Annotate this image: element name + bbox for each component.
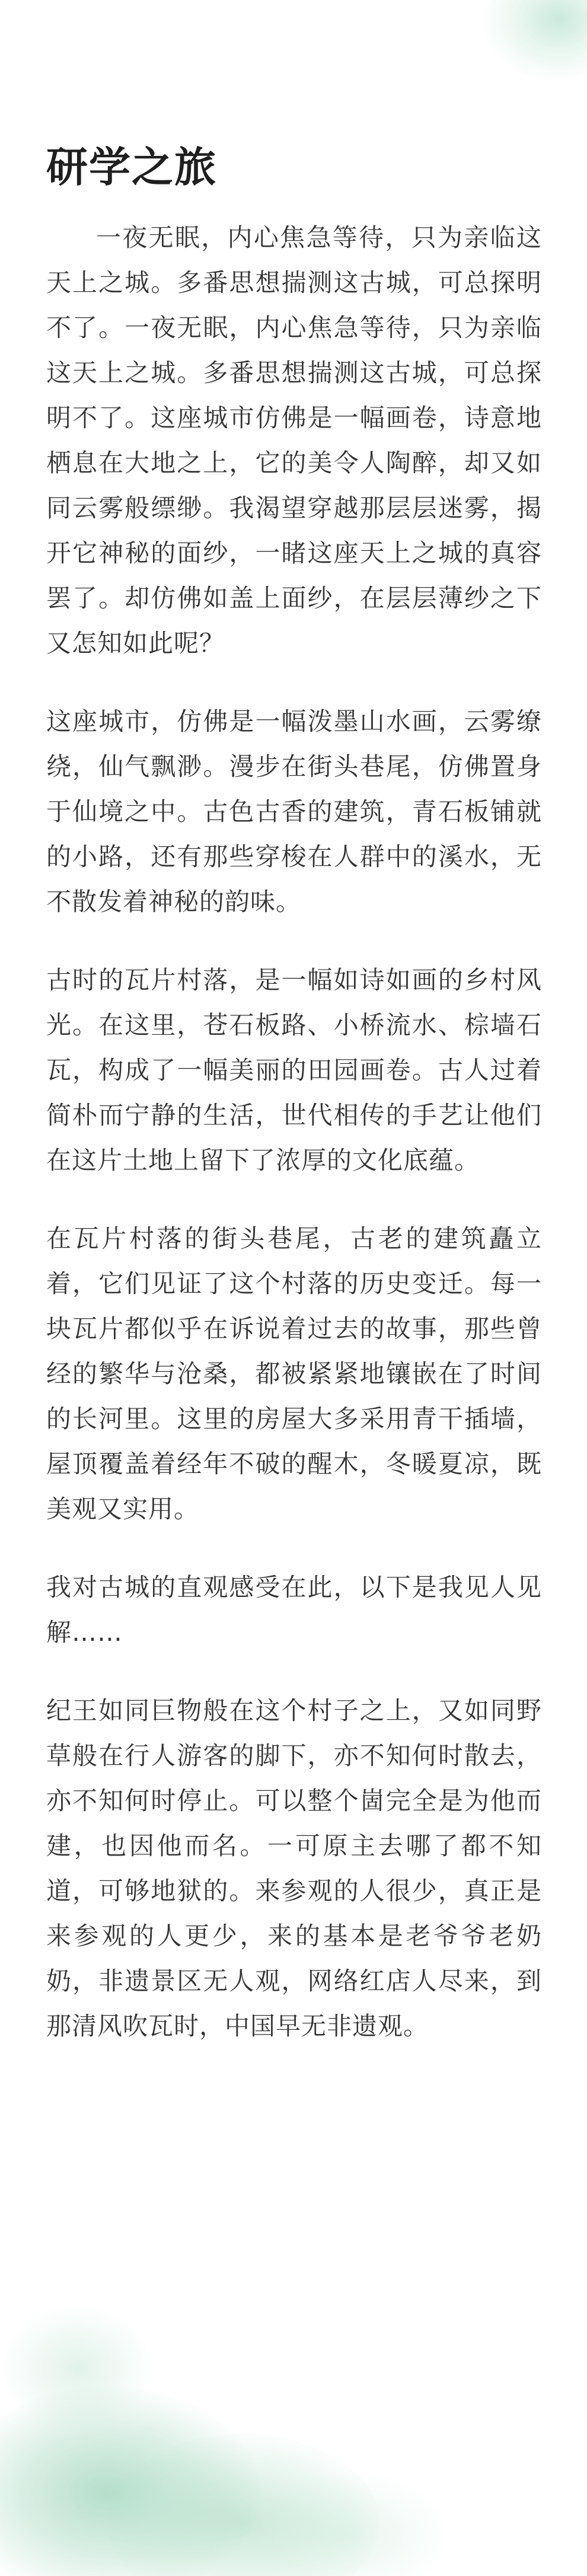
article [46, 145, 542, 2082]
article-paragraph: 在瓦片村落的街头巷尾，古老的建筑矗立着，它们见证了这个村落的历史变迁。每一块瓦片都似乎在诉说着过去的故事，那些曾经的繁华与沧桑，都被紧紧地镶嵌在了时间的长河里。这里的房屋大多采用青干插墙，屋顶覆盖着经年不破的醒木，冬暖夏凉，既美观又实用。 [46, 1224, 542, 1523]
article-paragraph: 纪王如同巨物般在这个村子之上，又如同野草般在行人游客的脚下，亦不知何时散去，亦不知何时停止。可以整个崮完全是为他而建，也因他而名。一可原主去哪了都不知道，可够地狱的。来参观的人很少，真正是来参观的人更少，来的基本是老爷爷老奶奶，非遗景区无人观，网络红店人尽来，到那清风吹瓦时，中国早无非遗观。 [46, 1696, 542, 2041]
article-paragraph: 我对古城的直观感受在此，以下是我见人见解…… [46, 1573, 542, 1647]
article-paragraph: 一夜无眠，内心焦急等待，只为亲临这天上之城。多番思想揣测这古城，可总探明不了。一夜无眠，内心焦急等待，只为亲临这天上之城。多番思想揣测这古城，可总探明不了。这座城市仿佛是一幅画卷，诗意地栖息在大地之上，它的美令人陶醉，却又如同云雾般缥缈。我渴望穿越那层层迷雾，揭开它神秘的面纱，一睹这座天上之城的真容罢了。却仿佛如盖上面纱，在层层薄纱之下又怎知如此呢？ [46, 223, 542, 658]
watercolor-decoration-bottom [0, 2268, 587, 2576]
watercolor-decoration-top [480, 0, 587, 83]
article-paragraph: 这座城市，仿佛是一幅泼墨山水画，云雾缭绕，仙气飘渺。漫步在街头巷尾，仿佛置身于仙境之中。古色古香的建筑，青石板铺就的小路，还有那些穿梭在人群中的溪水，无不散发着神秘的韵味。 [46, 707, 542, 916]
article-title: 研学之旅 [46, 143, 217, 192]
article-paragraph: 古时的瓦片村落，是一幅如诗如画的乡村风光。在这里，苍石板路、小桥流水、棕墙石瓦，构成了一幅美丽的田园画卷。古人过着简朴而宁静的生活，世代相传的手艺让他们在这片土地上留下了浓厚的文化底蕴。 [46, 965, 542, 1175]
